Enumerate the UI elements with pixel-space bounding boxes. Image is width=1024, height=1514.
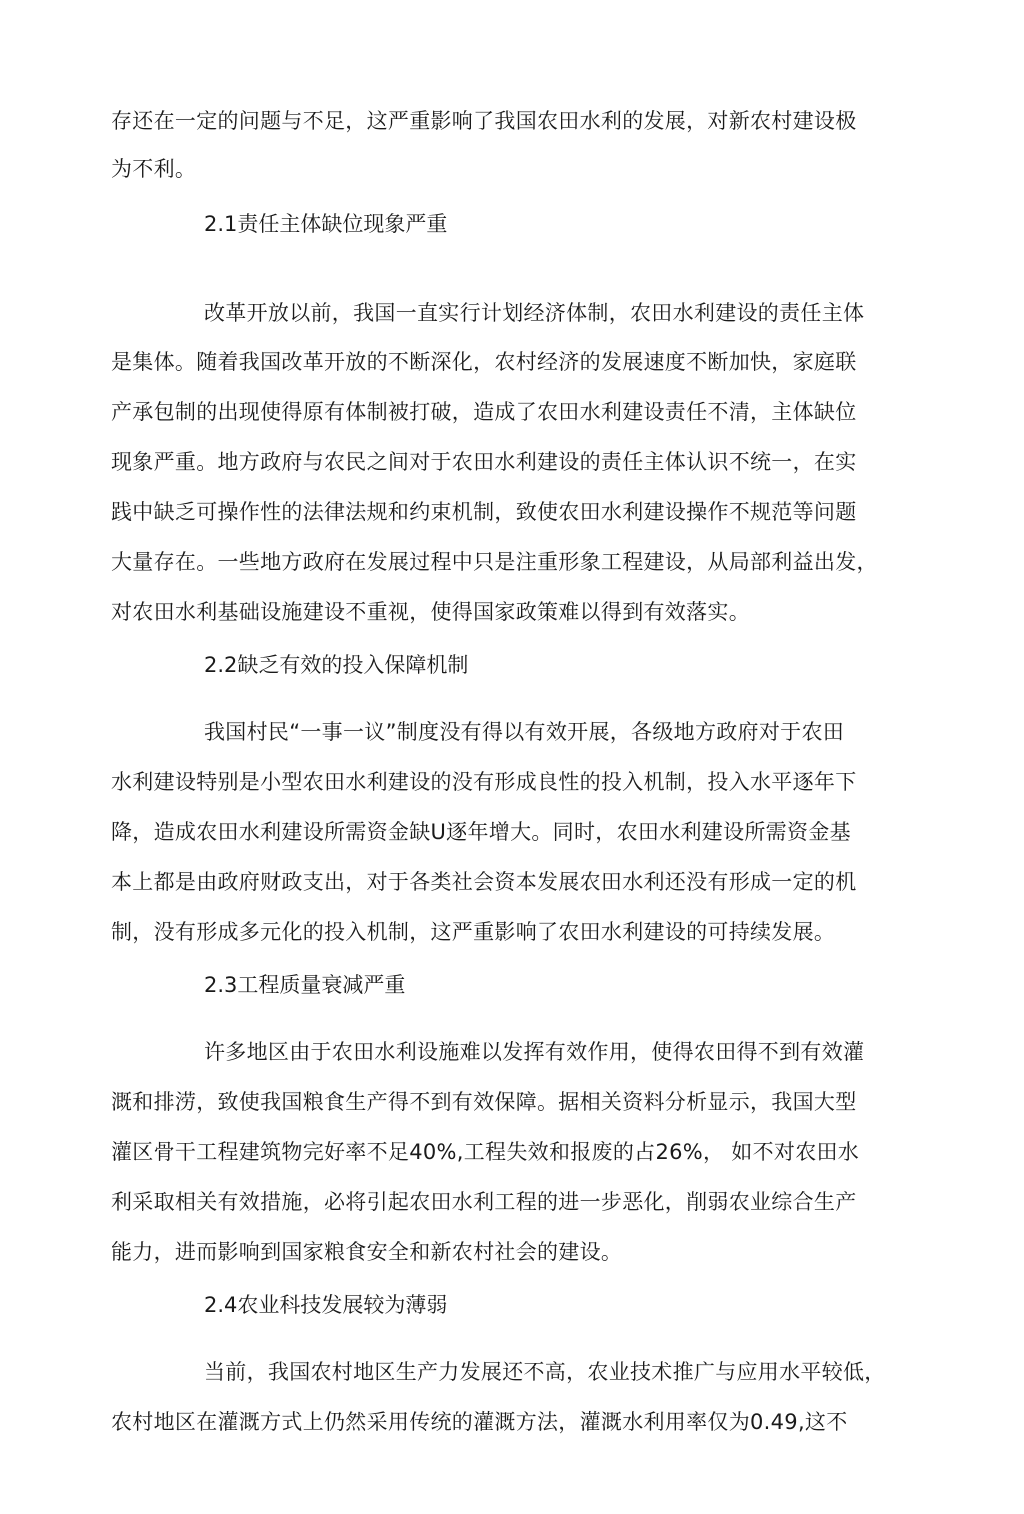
paragraph-line: 存还在一定的问题与不足，这严重影响了我国农田水利的发展，对新农村建设极 bbox=[111, 109, 857, 133]
paragraph-line: 践中缺乏可操作性的法律法规和约束机制，致使农田水利建设操作不规范等问题 bbox=[111, 500, 857, 524]
paragraph-line: 本上都是由政府财政支出，对于各类社会资本发展农田水利还没有形成一定的机 bbox=[111, 870, 857, 894]
paragraph-line: 制，没有形成多元化的投入机制，这严重影响了农田水利建设的可持续发展。 bbox=[111, 920, 836, 944]
paragraph-line: 是集体。随着我国改革开放的不断深化，农村经济的发展速度不断加快，家庭联 bbox=[111, 350, 857, 374]
paragraph-line: 大量存在。一些地方政府在发展过程中只是注重形象工程建设，从局部利益出发， bbox=[111, 550, 878, 574]
section-heading-2-1: 2.1责任主体缺位现象严重 bbox=[204, 212, 448, 236]
section-heading-2-3: 2.3工程质量衰减严重 bbox=[204, 973, 406, 997]
section-heading-2-4: 2.4农业科技发展较为薄弱 bbox=[204, 1293, 448, 1317]
paragraph-line: 利采取相关有效措施，必将引起农田水利工程的进一步恶化，削弱农业综合生产 bbox=[111, 1190, 857, 1214]
paragraph-line: 灌区骨干工程建筑物完好率不足40%,工程失效和报废的占26%， 如不对农田水 bbox=[111, 1140, 860, 1164]
paragraph-line: 产承包制的出现使得原有体制被打破，造成了农田水利建设责任不清，主体缺位 bbox=[111, 400, 857, 424]
paragraph-line: 能力，进而影响到国家粮食安全和新农村社会的建设。 bbox=[111, 1240, 623, 1264]
paragraph-line: 农村地区在灌溉方式上仍然采用传统的灌溉方法，灌溉水利用率仅为0.49,这不 bbox=[111, 1410, 848, 1434]
section-heading-2-2: 2.2缺乏有效的投入保障机制 bbox=[204, 653, 469, 677]
paragraph-line: 溉和排涝，致使我国粮食生产得不到有效保障。据相关资料分析显示，我国大型 bbox=[111, 1090, 857, 1114]
paragraph-line: 许多地区由于农田水利设施难以发挥有效作用，使得农田得不到有效灌 bbox=[204, 1040, 865, 1064]
paragraph-line: 为不利。 bbox=[111, 157, 197, 181]
paragraph-line: 我国村民“一事一议”制度没有得以有效开展，各级地方政府对于农田 bbox=[204, 720, 845, 744]
paragraph-line: 水利建设特别是小型农田水利建设的没有形成良性的投入机制，投入水平逐年下 bbox=[111, 770, 857, 794]
paragraph-line: 对农田水利基础设施建设不重视，使得国家政策难以得到有效落实。 bbox=[111, 600, 750, 624]
paragraph-line: 当前，我国农村地区生产力发展还不高，农业技术推广与应用水平较低， bbox=[204, 1360, 886, 1384]
paragraph-line: 降，造成农田水利建设所需资金缺U逐年增大。同时，农田水利建设所需资金基 bbox=[111, 820, 851, 844]
paragraph-line: 现象严重。地方政府与农民之间对于农田水利建设的责任主体认识不统一，在实 bbox=[111, 450, 857, 474]
paragraph-line: 改革开放以前，我国一直实行计划经济体制，农田水利建设的责任主体 bbox=[204, 301, 865, 325]
